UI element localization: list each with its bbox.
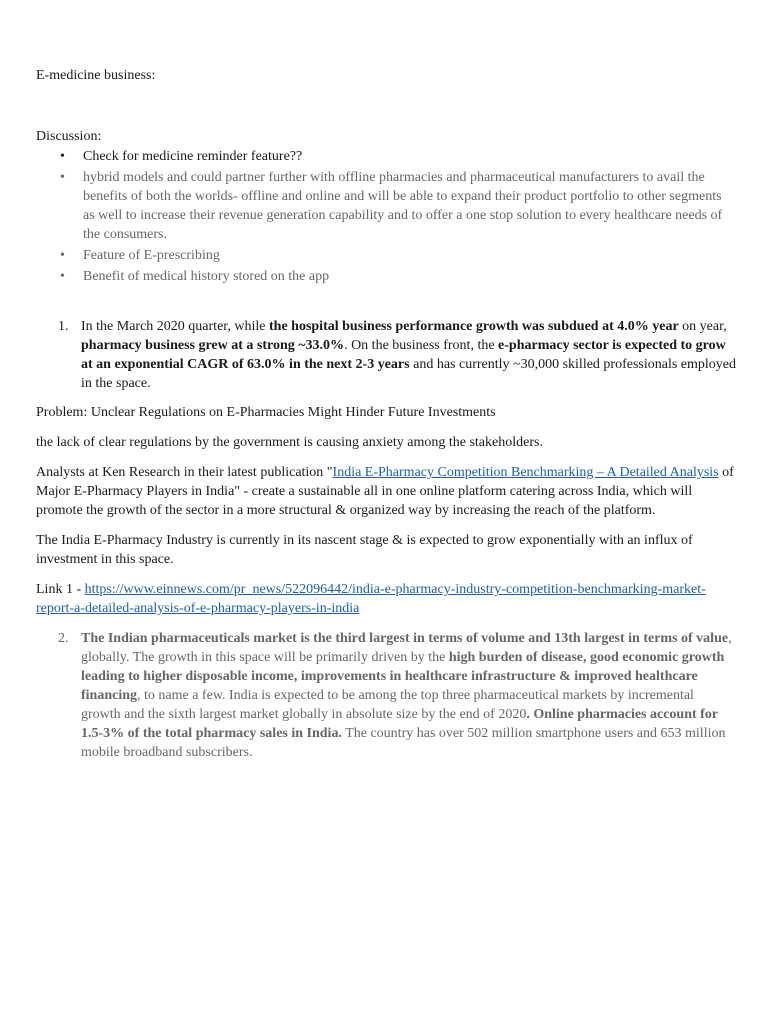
item-bold-text: The Indian pharmaceuticals market is the third largest in terms of volume and 13th largest in terms of value — [81, 631, 729, 646]
document-title: E-medicine business: — [36, 68, 156, 83]
einnews-link[interactable]: https://www.einnews.com/pr_news/522096442/india-e-pharmacy-industry-competition-benchmarking-market-report-a-detailed-analysis-of-e-pharmacy-players-in-india — [36, 582, 706, 616]
numbered-item-1 — [36, 317, 736, 393]
item-text: on year, — [678, 319, 727, 334]
link-label: Link 1 - — [36, 582, 85, 597]
paragraph-text: of Major E-Pharmacy Players in India" - create a sustainable all in one online platform catering across India, which will promote the growth of the sector in a more structural & organized way by increasing the reach of the platform. — [36, 465, 734, 518]
analysts-paragraph — [36, 463, 736, 520]
numbered-list-2 — [36, 629, 736, 762]
numbered-item-2 — [36, 629, 736, 762]
item-bold-text: high burden of disease, good economic growth leading to higher disposable income, improvements in healthcare infrastructure & improved healthcare financing — [81, 650, 725, 703]
problem-paragraph: Problem: Unclear Regulations on E-Pharmacies Might Hinder Future Investments — [36, 405, 496, 420]
numbered-list-1 — [36, 317, 736, 393]
paragraph-text: Analysts at Ken Research in their latest publication " — [36, 465, 333, 480]
discussion-heading: Discussion: — [36, 129, 102, 144]
item-text: and has currently ~30,000 skilled professionals employed in the space. — [81, 357, 737, 391]
regulations-paragraph: the lack of clear regulations by the government is causing anxiety among the stakeholders. — [36, 435, 543, 450]
item-text: The country has over 502 million smartphone users and 653 million mobile broadband subscribers. — [81, 726, 726, 760]
bullet-item: • hybrid models and could partner further with offline pharmacies and pharmaceutical manufacturers to avail the benefits of both the worlds- offline and online and will be able to expand their product portfolio to other segments as well to increase their revenue generation capability and to offer a one stop solution to every healthcare needs of the consumers. — [83, 168, 736, 244]
bullet-item: • Feature of E-prescribing — [83, 246, 736, 265]
item-text: , globally. The growth in this space will be primarily driven by the — [81, 631, 732, 665]
link-paragraph — [36, 580, 736, 618]
bullet-item: • Check for medicine reminder feature?? — [83, 147, 736, 166]
publication-link[interactable]: India E-Pharmacy Competition Benchmarking – A Detailed Analysis — [332, 465, 719, 480]
item-bold-text: . Online pharmacies account for 1.5-3% of the total pharmacy sales in India. — [81, 707, 718, 741]
item-bold-text: the hospital business performance growth was subdued at 4.0% year — [269, 319, 679, 334]
list-number: 1. — [58, 319, 69, 334]
bullet-item: • Benefit of medical history stored on the app — [83, 267, 736, 286]
industry-paragraph: The India E-Pharmacy Industry is currently in its nascent stage & is expected to grow exponentially with an influx of investment in this space. — [36, 533, 693, 567]
item-bold-text: pharmacy business grew at a strong ~33.0% — [81, 338, 345, 353]
item-text: , to name a few. India is expected to be among the top three pharmaceutical markets by incremental growth and the sixth largest market globally in absolute size by the end of 2020 — [81, 688, 694, 722]
list-number: 2. — [58, 631, 69, 646]
item-text: In the March 2020 quarter, while — [81, 319, 269, 334]
item-text: . On the business front, the — [344, 338, 499, 353]
discussion-bullet-list — [36, 147, 736, 286]
document-page — [36, 66, 736, 762]
item-bold-text: e-pharmacy sector is expected to grow at an exponential CAGR of 63.0% in the next 2-3 years — [81, 338, 726, 372]
